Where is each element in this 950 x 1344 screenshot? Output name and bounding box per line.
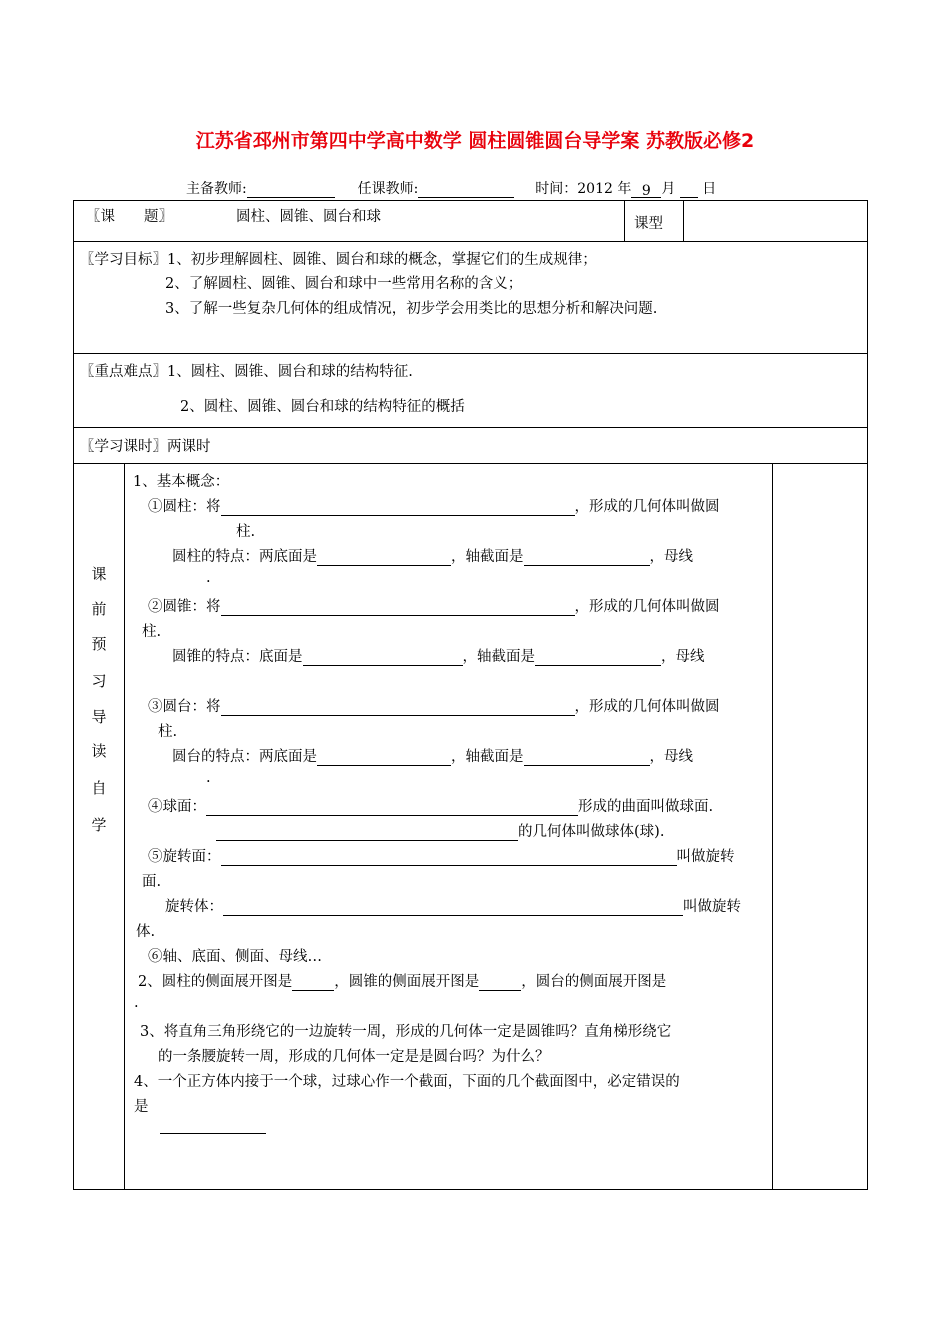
table-border-bottom [73, 1189, 868, 1190]
answer-blank [317, 750, 451, 766]
table-border-left [73, 200, 74, 1190]
teacher-blank [418, 183, 514, 198]
answer-blank [216, 825, 518, 841]
hours-text: 〖学习课时〗两课时 [80, 439, 211, 455]
topic-label: 〖课 题〗 [86, 209, 173, 225]
answer-blank [206, 800, 578, 816]
answer-blank [524, 550, 650, 566]
page-title: 江苏省邳州市第四中学高中数学 圆柱圆锥圆台导学案 苏教版必修2 [195, 130, 755, 152]
question-3-line-1: 3、将直角三角形绕它的一边旋转一周，形成的几何体一定是圆锥吗？直角梯形绕它 [140, 1024, 672, 1040]
frustum-def-end: 柱. [158, 724, 178, 740]
col-divider [624, 200, 625, 241]
col-divider [772, 463, 773, 1190]
side-char: 预 [91, 635, 107, 653]
side-char: 读 [91, 742, 107, 760]
meta-line [186, 178, 716, 198]
frustum-def: ③圆台：将 ，形成的几何体叫做圆 [148, 699, 720, 715]
cone-def-end: 柱. [142, 624, 162, 640]
lead-teacher-blank [247, 183, 335, 198]
cone-features: 圆锥的特点：底面是 ，轴截面是 ，母线 [172, 649, 705, 665]
surface-of-revolution-def: ⑤旋转面： 叫做旋转 [148, 849, 735, 865]
day-label: 日 [702, 181, 717, 197]
answer-blank [524, 750, 650, 766]
objective-line-3: 3、了解一些复杂几何体的组成情况，初步学会用类比的思想分析和解决问题. [165, 301, 658, 317]
row-divider [73, 241, 868, 242]
cylinder-features-end: . [206, 570, 211, 586]
topic-value: 圆柱、圆锥、圆台和球 [236, 209, 381, 225]
answer-blank [479, 975, 521, 991]
question-4-line-2: 是 [134, 1099, 149, 1115]
month-value: 9 [631, 183, 661, 198]
objective-line-1: 〖学习目标〗1、初步理解圆柱、圆锥、圆台和球的概念，掌握它们的生成规律； [80, 252, 597, 268]
frustum-features: 圆台的特点：两底面是 ，轴截面是 ，母线 [172, 749, 693, 765]
col-divider [124, 463, 125, 1190]
answer-blank [221, 600, 575, 616]
answer-blank [535, 650, 661, 666]
solid-of-revolution-end: 体. [136, 924, 156, 940]
month-label: 月 [661, 181, 676, 197]
side-char: 导 [91, 708, 107, 726]
day-blank [680, 183, 698, 198]
side-char: 习 [91, 672, 107, 690]
sphere-surface-def: ④球面： 形成的曲面叫做球面. [148, 799, 714, 815]
question-3-line-2: 的一条腰旋转一周，形成的几何体一定是是圆台吗？为什么？ [158, 1049, 550, 1065]
teacher-label: 任课教师: [357, 181, 419, 197]
lead-teacher-label: 主备教师: [186, 181, 247, 197]
answer-blank [221, 500, 575, 516]
table-border-top [73, 200, 868, 201]
row-divider [73, 463, 868, 464]
answer-blank [160, 1133, 266, 1134]
question-2: 2、圆柱的侧面展开图是 ，圆锥的侧面展开图是 ，圆台的侧面展开图是 [138, 974, 667, 990]
keypoint-line-1: 〖重点难点〗1、圆柱、圆锥、圆台和球的结构特征. [80, 364, 413, 380]
cylinder-def-end: 柱. [236, 524, 256, 540]
cylinder-features: 圆柱的特点：两底面是 ，轴截面是 ，母线 [172, 549, 693, 565]
cylinder-def: ①圆柱：将 ，形成的几何体叫做圆 [148, 499, 720, 515]
question-4-line-1: 4、一个正方体内接于一个球，过球心作一个截面，下面的几个截面图中，必定错误的 [134, 1074, 680, 1090]
answer-blank [292, 975, 334, 991]
cone-def: ②圆锥：将 ，形成的几何体叫做圆 [148, 599, 720, 615]
objective-line-2: 2、了解圆柱、圆锥、圆台和球中一些常用名称的含义； [165, 276, 523, 292]
side-char: 自 [91, 779, 107, 797]
answer-blank [221, 850, 677, 866]
side-char: 课 [91, 565, 107, 583]
type-label: 课型 [634, 216, 663, 232]
sphere-solid-def: 的几何体叫做球体(球). [216, 820, 664, 841]
table-border-right [867, 200, 868, 1190]
time-label: 时间：2012 年 [535, 181, 632, 197]
surface-of-revolution-end: 面. [142, 874, 162, 890]
row-divider [73, 427, 868, 428]
row-divider [73, 353, 868, 354]
frustum-features-end: . [206, 770, 211, 786]
terms-line: ⑥轴、底面、侧面、母线… [148, 949, 322, 965]
answer-blank [223, 900, 683, 916]
keypoint-line-2: 2、圆柱、圆锥、圆台和球的结构特征的概括 [180, 399, 465, 415]
solid-of-revolution-def: 旋转体： 叫做旋转 [165, 899, 741, 915]
answer-blank [221, 700, 575, 716]
side-char: 前 [91, 600, 107, 618]
answer-blank [317, 550, 451, 566]
col-divider [683, 200, 684, 241]
question-2-end: . [134, 995, 139, 1011]
answer-blank [303, 650, 463, 666]
side-char: 学 [91, 816, 107, 834]
section-heading: 1、基本概念： [133, 474, 230, 490]
